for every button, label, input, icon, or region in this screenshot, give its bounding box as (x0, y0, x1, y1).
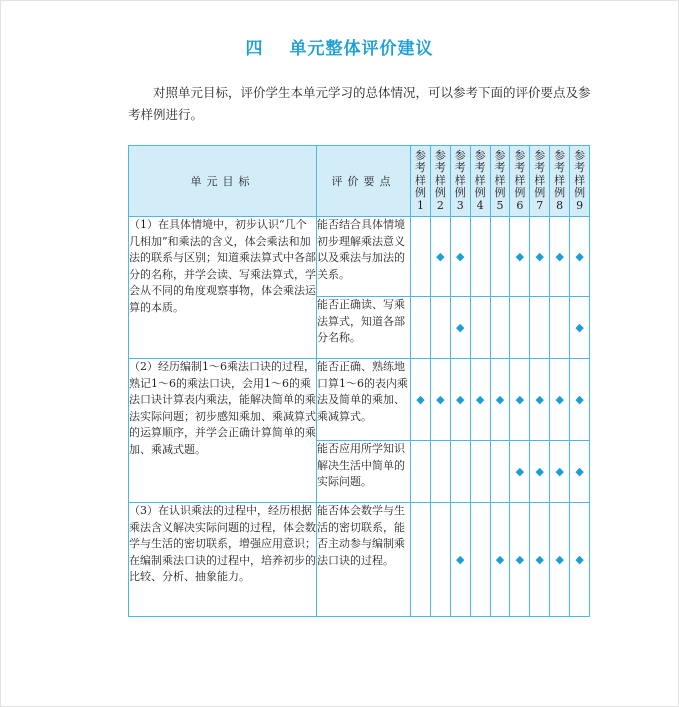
unit-goal-cell: （1）在具体情境中，初步认识“几个几相加”和乘法的含义，体会乘法和加法的联系与区别；知道乘法算式中各部分的名称，并学会读、写乘法算式，学会从不同的角度观察事物，体会乘法运算的本质。 (129, 217, 317, 359)
diamond-icon: ◆ (535, 250, 545, 263)
sample-9-cell (570, 217, 590, 297)
sample-1-cell (411, 217, 431, 297)
sample-2-cell (430, 297, 450, 359)
header-evaluation-points: 评价要点 (317, 146, 411, 217)
diamond-icon: ◆ (436, 250, 445, 263)
sample-4-cell (470, 359, 490, 441)
sample-5-cell (490, 297, 510, 359)
evaluation-point-cell: 能否结合具体情境初步理解乘法意义以及乘法与加法的关系。 (317, 217, 411, 297)
sample-5-cell (490, 441, 510, 503)
diamond-icon: ◆ (515, 250, 525, 263)
sample-2-cell (430, 359, 450, 441)
section-title-text: 单元整体评价建议 (289, 39, 434, 59)
sample-1-cell (411, 503, 431, 617)
evaluation-table (128, 145, 590, 617)
header-sample-5 (490, 146, 510, 217)
evaluation-point-cell: 能否正确、熟练地口算1～6的表内乘法及简单的乘加、乘减算式。 (317, 359, 411, 441)
diamond-icon: ◆ (495, 393, 505, 406)
sample-4-cell (470, 503, 490, 617)
sample-5-cell (490, 503, 510, 617)
diamond-icon: ◆ (436, 393, 445, 406)
table-row (129, 217, 590, 297)
diamond-icon: ◆ (455, 553, 465, 566)
diamond-icon: ◆ (555, 393, 564, 406)
diamond-icon: ◆ (555, 553, 564, 566)
sample-label: 参考样例3 (454, 148, 466, 212)
sample-label: 参考样例2 (434, 148, 446, 212)
sample-4-cell (470, 297, 490, 359)
sample-4-cell (470, 441, 490, 503)
diamond-icon: ◆ (575, 553, 584, 566)
sample-7-cell (530, 217, 550, 297)
header-sample-3 (450, 146, 470, 217)
intro-paragraph: 对照单元目标，评价学生本单元学习的总体情况，可以参考下面的评价要点及参考样例进行。 (128, 85, 591, 122)
diamond-icon: ◆ (575, 393, 584, 406)
sample-4-cell (470, 217, 490, 297)
sample-6-cell (510, 297, 530, 359)
diamond-icon: ◆ (416, 393, 425, 406)
diamond-icon: ◆ (575, 321, 584, 334)
evaluation-point-cell: 能否正确读、写乘法算式，知道各部分名称。 (317, 297, 411, 359)
diamond-icon: ◆ (455, 250, 465, 263)
diamond-icon: ◆ (475, 393, 485, 406)
diamond-icon: ◆ (495, 553, 505, 566)
table-body (129, 217, 590, 617)
header-sample-8 (550, 146, 570, 217)
diamond-icon: ◆ (535, 393, 545, 406)
sample-label: 参考样例7 (534, 148, 546, 212)
sample-label: 参考样例8 (554, 148, 566, 212)
sample-1-cell (411, 297, 431, 359)
evaluation-point-cell: 能否体会数学与生活的密切联系，能否主动参与编制乘法口诀的过程。 (317, 503, 411, 617)
diamond-icon: ◆ (455, 321, 465, 334)
sample-9-cell (570, 359, 590, 441)
header-sample-6 (510, 146, 530, 217)
sample-6-cell (510, 441, 530, 503)
sample-8-cell (550, 503, 570, 617)
sample-label: 参考样例9 (574, 148, 586, 212)
sample-8-cell (550, 297, 570, 359)
header-unit-goal: 单元目标 (129, 146, 317, 217)
header-sample-7 (530, 146, 550, 217)
header-sample-2 (430, 146, 450, 217)
header-sample-9 (570, 146, 590, 217)
sample-6-cell (510, 503, 530, 617)
sample-label: 参考样例1 (414, 148, 426, 212)
table-header-row (129, 146, 590, 217)
diamond-icon: ◆ (515, 553, 525, 566)
sample-9-cell (570, 503, 590, 617)
sample-7-cell (530, 441, 550, 503)
sample-3-cell (450, 359, 470, 441)
diamond-icon: ◆ (575, 465, 584, 478)
section-title (0, 34, 679, 59)
sample-5-cell (490, 217, 510, 297)
sample-6-cell (510, 217, 530, 297)
sample-8-cell (550, 359, 570, 441)
diamond-icon: ◆ (535, 553, 545, 566)
sample-9-cell (570, 441, 590, 503)
diamond-icon: ◆ (535, 465, 545, 478)
sample-label: 参考样例6 (514, 148, 526, 212)
sample-2-cell (430, 217, 450, 297)
header-sample-4 (470, 146, 490, 217)
header-sample-1 (411, 146, 431, 217)
sample-3-cell (450, 217, 470, 297)
sample-3-cell (450, 297, 470, 359)
section-number: 四 (245, 39, 264, 59)
diamond-icon: ◆ (555, 465, 564, 478)
sample-7-cell (530, 503, 550, 617)
sample-7-cell (530, 297, 550, 359)
sample-label: 参考样例5 (494, 148, 506, 212)
table-row (129, 359, 590, 441)
sample-3-cell (450, 441, 470, 503)
diamond-icon: ◆ (575, 250, 584, 263)
sample-1-cell (411, 441, 431, 503)
sample-9-cell (570, 297, 590, 359)
sample-5-cell (490, 359, 510, 441)
evaluation-point-cell: 能否应用所学知识解决生活中简单的实际问题。 (317, 441, 411, 503)
table-row (129, 503, 590, 617)
sample-2-cell (430, 503, 450, 617)
diamond-icon: ◆ (515, 393, 525, 406)
sample-8-cell (550, 217, 570, 297)
diamond-icon: ◆ (555, 250, 564, 263)
sample-6-cell (510, 359, 530, 441)
unit-goal-cell: （3）在认识乘法的过程中，经历根据乘法含义解决实际问题的过程，体会数学与生活的密切联系，增强应用意识；在编制乘法口诀的过程中，培养初步的比较、分析、抽象能力。 (129, 503, 317, 617)
diamond-icon: ◆ (455, 393, 465, 406)
sample-3-cell (450, 503, 470, 617)
sample-label: 参考样例4 (474, 148, 486, 212)
diamond-icon: ◆ (515, 465, 525, 478)
unit-goal-cell: （2）经历编制1～6乘法口诀的过程，熟记1～6的乘法口诀，会用1～6的乘法口诀计算表内乘法，能解决简单的乘法实际问题；初步感知乘加、乘减算式的运算顺序，并学会正确计算简单的乘加、乘减式题。 (129, 359, 317, 503)
sample-7-cell (530, 359, 550, 441)
sample-8-cell (550, 441, 570, 503)
sample-2-cell (430, 441, 450, 503)
sample-1-cell (411, 359, 431, 441)
